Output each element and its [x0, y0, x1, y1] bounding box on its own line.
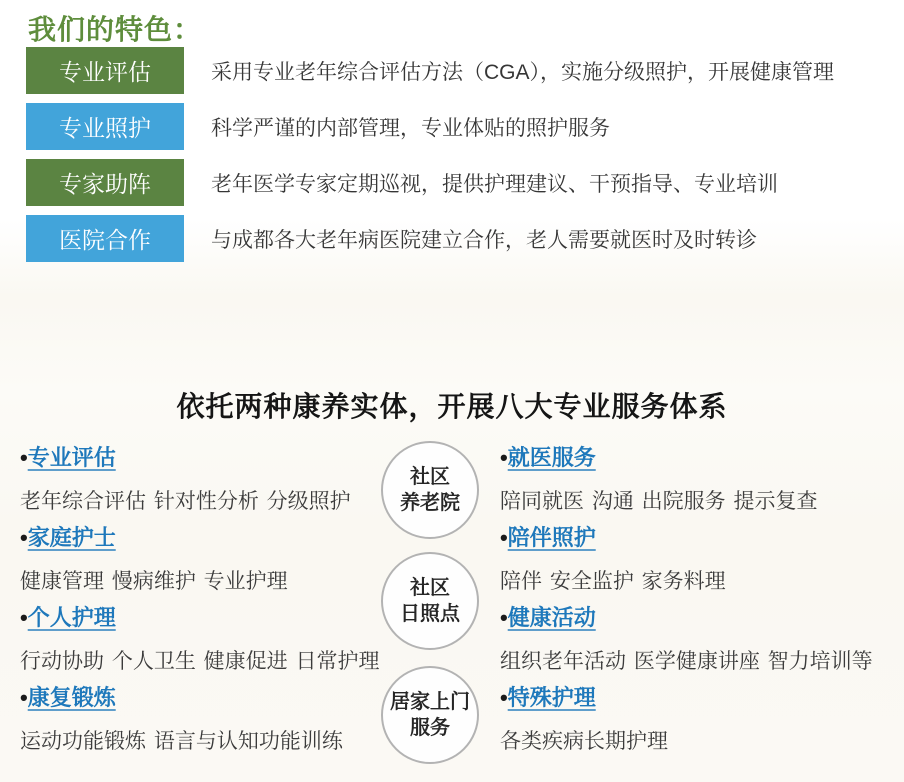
service-link-rehab[interactable]: 康复锻炼: [27, 685, 116, 710]
service-item-desc: 行动协助 个人卫生 健康促进 日常护理: [20, 650, 380, 673]
service-link-family-nurse[interactable]: 家庭护士: [27, 525, 116, 550]
bullet-icon: •: [500, 525, 508, 550]
feature-row: [26, 159, 890, 206]
entity-circle-daycare: [381, 552, 479, 650]
service-item-title-row: [20, 601, 405, 632]
service-item-desc: 各类疾病长期护理: [500, 730, 668, 753]
entity-circle-community-home: [381, 441, 479, 539]
service-item: [500, 601, 885, 675]
feature-desc: 采用专业老年综合评估方法（CGA），实施分级照护，开展健康管理: [211, 60, 835, 84]
service-link-personal-care[interactable]: 个人护理: [27, 605, 116, 630]
service-item-desc: 组织老年活动 医学健康讲座 智力培训等: [500, 650, 873, 673]
features-heading: 我们的特色：: [28, 14, 203, 45]
bullet-icon: •: [500, 445, 508, 470]
entity-line: 服务: [410, 717, 450, 739]
bullet-icon: •: [20, 605, 28, 630]
feature-row: [26, 103, 890, 150]
feature-desc: 老年医学专家定期巡视，提供护理建议、干预指导、专业培训: [211, 172, 778, 196]
service-item: [20, 681, 405, 755]
feature-tag-experts: 专家助阵: [26, 159, 184, 206]
service-item: [500, 681, 885, 755]
feature-desc: 科学严谨的内部管理，专业体贴的照护服务: [211, 116, 610, 140]
service-item-desc: 陪伴 安全监护 家务料理: [500, 570, 726, 593]
service-item: [20, 521, 405, 595]
service-item: [20, 441, 405, 515]
feature-tag-care: 专业照护: [26, 103, 184, 150]
service-item: [20, 601, 405, 675]
feature-desc: 与成都各大老年病医院建立合作，老人需要就医时及时转诊: [211, 228, 757, 252]
service-item: [500, 521, 885, 595]
service-item-desc: 健康管理 慢病维护 专业护理: [20, 570, 288, 593]
bullet-icon: •: [20, 525, 28, 550]
service-item-desc: 运动功能锻炼 语言与认知功能训练: [20, 730, 343, 753]
service-link-health-activity[interactable]: 健康活动: [507, 605, 596, 630]
entity-circle-home-visit: [381, 666, 479, 764]
services-title: 依托两种康养实体，开展八大专业服务体系: [176, 391, 728, 422]
bullet-icon: •: [500, 605, 508, 630]
entity-line: 养老院: [400, 492, 460, 514]
service-item-desc: 陪同就医 沟通 出院服务 提示复查: [500, 490, 818, 513]
bullet-icon: •: [20, 445, 28, 470]
bullet-icon: •: [500, 685, 508, 710]
service-item-title-row: [500, 681, 885, 712]
features-list: [26, 47, 890, 262]
feature-tag-hospital: 医院合作: [26, 215, 184, 262]
service-item-title-row: [500, 601, 885, 632]
service-item-title-row: [20, 441, 405, 472]
feature-row: [26, 215, 890, 262]
service-item: [500, 441, 885, 515]
entity-line: 居家上门: [390, 691, 470, 713]
service-item-title-row: [20, 681, 405, 712]
service-link-medical-escort[interactable]: 就医服务: [507, 445, 596, 470]
service-item-title-row: [500, 521, 885, 552]
feature-tag-assessment: 专业评估: [26, 47, 184, 94]
feature-row: [26, 47, 890, 94]
service-link-companion-care[interactable]: 陪伴照护: [507, 525, 596, 550]
service-link-special-care[interactable]: 特殊护理: [507, 685, 596, 710]
service-item-title-row: [20, 521, 405, 552]
entity-line: 社区: [410, 577, 450, 599]
service-item-desc: 老年综合评估 针对性分析 分级照护: [20, 490, 351, 513]
service-item-title-row: [500, 441, 885, 472]
entity-line: 社区: [410, 466, 450, 488]
service-link-assessment[interactable]: 专业评估: [27, 445, 116, 470]
bullet-icon: •: [20, 685, 28, 710]
entity-line: 日照点: [400, 603, 460, 625]
